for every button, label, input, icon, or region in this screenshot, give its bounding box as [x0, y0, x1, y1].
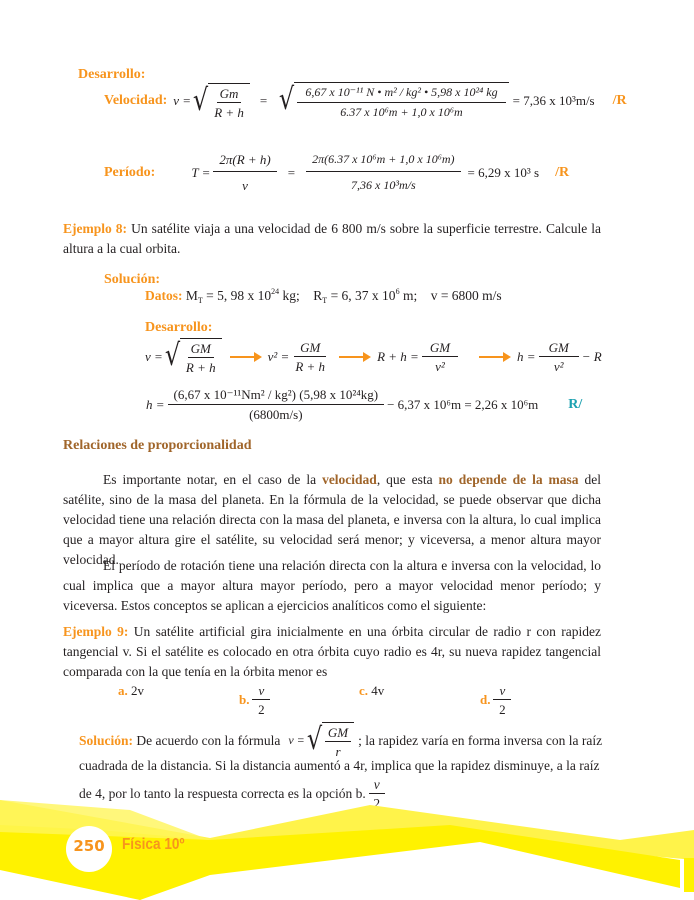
step4-tail: − R: [581, 348, 602, 364]
option-value: 4v: [371, 683, 385, 698]
period-result: = 6,29 x 10³ s: [467, 164, 540, 180]
datos-line: [145, 288, 502, 304]
final-height-equation: [146, 387, 582, 422]
text: de 4, por lo tanto la respuesta correcta es la opción b.: [79, 786, 366, 801]
velocidad-label: Velocidad:: [104, 93, 168, 108]
option-b[interactable]: [239, 683, 273, 717]
fraction-denominator: 2: [258, 702, 265, 717]
arrow-right-icon: [339, 356, 369, 358]
desarrollo2-heading: Desarrollo:: [145, 320, 213, 335]
period-lhs: T =: [191, 164, 211, 180]
highlight-masa: no depende de la masa: [438, 472, 579, 487]
paragraph-periodo: El período de rotación tiene una relación directa con la altura e inversa con la velocidad, lo cual implica que a mayor altura mayor período, pero a mayor velocidad menor período; y viceversa. Estos conceptos se aplican a ejercicios analíticos como el siguiente:: [63, 558, 601, 613]
fraction-numerator: GM: [539, 340, 579, 357]
equals: =: [259, 93, 268, 108]
step3-lhs: R + h =: [377, 348, 419, 364]
ejemplo9-statement: [63, 622, 601, 682]
fraction-denominator: r: [335, 744, 341, 759]
fraction-numerator: v: [493, 683, 511, 700]
datos-values: $M_T = 5$, 98 x $10^{24}$ kg; $R_T = 6$, 37 x $10^6$ m; v = 6800 m/s: [185, 287, 502, 305]
equals: =: [287, 164, 296, 180]
fraction-denominator: (6800m/s): [249, 407, 303, 422]
fraction-denominator: R + h: [185, 360, 216, 375]
velocity-result: = 7,36 x 10³m/s: [512, 93, 595, 108]
text: del satélite, sino de la masa del planeta. En la fórmula de la velocidad, se puede observar que dicha velocidad tiene una relación directa con la masa del planeta, e inversa con la altura, lo cual implica que a mayor altura gire el satélite, su velocidad será menor; y viceversa, a menor altura mayor velocidad.: [63, 472, 601, 567]
text: ; la rapidez varía en forma inversa con la raíz: [358, 732, 603, 748]
text: Es importante notar, en el caso de la: [103, 472, 323, 487]
text: , que esta: [376, 472, 439, 487]
page-number: 250: [73, 837, 105, 855]
ejemplo9-text: Un satélite artificial gira inicialmente en una órbita circular de radio r con rapidez tangencial v. Si el satélite es colocado en otra órbita cuyo radio es 4r, su nueva rapidez tangencial comparada con la que tenía en la órbita menor es: [63, 624, 602, 679]
fraction-numerator: Gm: [217, 86, 242, 103]
fraction-numerator: (6,67 x 10⁻¹¹Nm² / kg²) (5,98 x 10²⁴kg): [168, 387, 385, 405]
solucion9-label: Solución:: [79, 732, 134, 748]
solucion-heading: Solución:: [104, 272, 161, 287]
option-letter: c.: [359, 683, 369, 698]
fraction-numerator: GM: [188, 341, 214, 358]
fraction-numerator: GM: [422, 340, 458, 357]
option-letter: b.: [239, 692, 250, 707]
step2-lhs: v² =: [267, 348, 290, 364]
velocity-lhs: v =: [173, 93, 192, 108]
answer-mark: R/: [568, 396, 583, 412]
sqrt-symbol: √ $\frac{GM}{R + h}$: [163, 338, 222, 375]
option-c[interactable]: [359, 683, 384, 699]
formula-lhs: v =: [288, 733, 305, 747]
paragraph-velocidad: [63, 470, 601, 570]
derivation-steps: [145, 338, 602, 375]
fraction-denominator: 2: [373, 796, 381, 811]
fraction-numerator: v: [252, 683, 270, 700]
sqrt-symbol: √ $\frac{Gm}{R + h}$: [191, 83, 250, 120]
desarrollo-heading: Desarrollo:: [78, 67, 146, 82]
fraction-denominator: R + h: [214, 104, 244, 120]
arrow-right-icon: [230, 356, 260, 358]
fraction-denominator: 7,36 x 10³m/s: [351, 178, 416, 192]
option-letter: a.: [118, 683, 128, 698]
step1-lhs: v =: [145, 348, 163, 364]
sqrt-symbol: √ $\frac{GM}{r}$: [305, 722, 354, 759]
arrow-right-icon: [479, 356, 509, 358]
option-a[interactable]: [118, 683, 144, 699]
solucion9-line1: [79, 722, 602, 759]
ejemplo8-text: Un satélite viaja a una velocidad de 6 800 m/s sobre la superficie terrestre. Calcule la altura a la cual orbita.: [63, 221, 601, 256]
section-heading: Relaciones de proporcionalidad: [63, 438, 252, 453]
fraction-denominator: 6.37 x 10⁶m + 1,0 x 10⁶m: [340, 105, 463, 119]
answer-mark: /R: [555, 164, 570, 180]
period-equation: [104, 152, 569, 193]
sqrt-symbol: √ $\frac{\text{6,67 x 10⁻¹¹ N • m² / kg² • 5,98 x 10²⁴ kg}}{\text{6.37 x 10⁶m + 1,0 x 10⁶m}}$: [277, 82, 508, 120]
final-tail: − 6,37 x 10⁶m = 2,26 x 10⁶m: [387, 396, 539, 412]
option-d[interactable]: [480, 683, 514, 717]
option-letter: d.: [480, 692, 491, 707]
fraction-numerator: GM: [325, 725, 351, 742]
fraction-numerator: GM: [294, 340, 326, 357]
fraction-numerator: v: [369, 777, 385, 794]
answer-mark: /R: [612, 93, 627, 108]
fraction-denominator: v²: [553, 358, 564, 374]
periodo-label: Período:: [104, 164, 156, 180]
fraction-numerator: 2π(R + h): [213, 152, 276, 172]
fraction-denominator: v: [242, 178, 248, 193]
fraction-numerator: 6,67 x 10⁻¹¹ N • m² / kg² • 5,98 x 10²⁴ kg: [297, 85, 505, 103]
ejemplo8-label: Ejemplo 8:: [63, 221, 128, 236]
fraction-denominator: v²: [435, 358, 445, 374]
fraction-numerator: 2π(6.37 x 10⁶m + 1,0 x 10⁶m): [306, 152, 460, 172]
highlight-velocidad: velocidad: [322, 472, 377, 487]
datos-label: Datos:: [145, 288, 183, 303]
book-title: Física 10º: [122, 836, 185, 853]
solucion9-line2: cuadrada de la distancia. Si la distancia aumentó a 4r, implica que la rapidez disminuye, a la raíz: [79, 758, 600, 773]
ejemplo8-statement: [63, 219, 601, 259]
ejemplo9-label: Ejemplo 9:: [63, 624, 129, 639]
step4-lhs: h =: [517, 348, 536, 364]
fraction-denominator: R + h: [295, 358, 326, 374]
fraction-denominator: 2: [499, 702, 506, 717]
text: De acuerdo con la fórmula: [136, 732, 281, 748]
velocity-equation: [104, 82, 627, 120]
final-lhs: h =: [146, 396, 165, 412]
option-value: 2v: [131, 683, 144, 698]
